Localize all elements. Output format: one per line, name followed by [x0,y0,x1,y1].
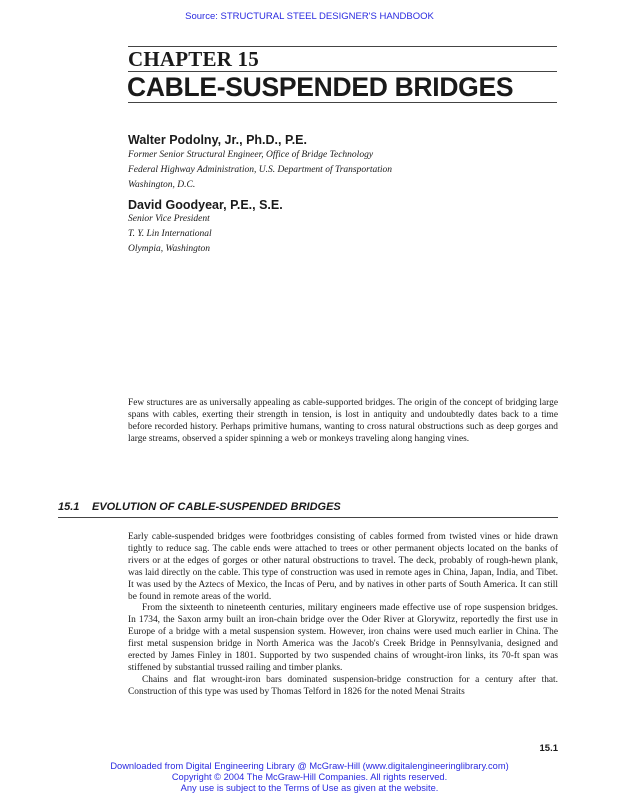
page-number: 15.1 [539,743,558,754]
source-line: Source: STRUCTURAL STEEL DESIGNER'S HANDBOOK [185,11,434,22]
footer-download-link[interactable]: Downloaded from Digital Engineering Library @ McGraw-Hill (www.digitalengineeringlibrary.com) [110,761,509,771]
section-number: 15.1 [58,501,80,513]
body-paragraph-2: From the sixteenth to nineteenth centuries, military engineers made effective use of rope suspension bridges. In 1734, the Saxon army built an iron-chain bridge over the Oder River at Glorywitz, reportedly the first use in Europe of a bridge with a metal suspension system. However, iron chains were used much earlier in China. The first metal suspension bridge in North America was the Jacob's Creek Bridge in Pennsylvania, designed and erected by James Finley in 1801. Supported by two suspended chains of wrought-iron links, its 70-ft span was stiffened by substantial trussed railing and timber planks. [128,603,558,673]
section-heading [58,501,341,513]
footer-copyright: Copyright © 2004 The McGraw-Hill Companies. All rights reserved. [171,772,448,782]
author-1-affiliation-2: Federal Highway Administration, U.S. Department of Transportation [128,165,392,175]
author-1-affiliation-3: Washington, D.C. [128,180,196,190]
author-2-affiliation-1: Senior Vice President [128,214,210,224]
author-name-1: Walter Podolny, Jr., Ph.D., P.E. [128,133,307,147]
section-rule [58,517,558,518]
footer-terms-link[interactable]: Any use is subject to the Terms of Use as given at the website. [180,783,439,793]
body-paragraph-3: Chains and flat wrought-iron bars dominated suspension-bridge construction for a century after that. Construction of this type was used by Thomas Telford in 1826 for the noted Menai Straits [128,674,558,697]
chapter-bottom-rule [128,102,557,103]
body-paragraph-1: Early cable-suspended bridges were footbridges consisting of cables formed from twisted vines or hide drawn tightly to reduce sag. The cable ends were attached to trees or other permanent objects located on the banks of rivers or at the edges of gorges or other natural obstructions to travel. The deck, probably of rough-hewn plank, was laid directly on the cable. This type of construction was used in remote ages in China, Japan, India, and Tibet. It was used by the Aztecs of Mexico, the Incas of Peru, and by natives in other parts of South America. It can still be found in remote areas of the world. [128,532,558,602]
intro-paragraph: Few structures are as universally appealing as cable-supported bridges. The origin of the concept of bridging large spans with cables, exerting their strength in tension, is lost in antiquity and undoubtedly dates back to a time before recorded history. Perhaps primitive humans, wanting to cross natural obstructions such as deep gorges and large streams, observed a spider spinning a web or monkeys traveling along hanging vines. [128,398,558,444]
author-1-affiliation-1: Former Senior Structural Engineer, Office of Bridge Technology [128,150,374,160]
section-body [128,532,558,699]
chapter-number: CHAPTER 15 [128,47,259,71]
author-2-affiliation-3: Olympia, Washington [128,244,210,254]
footer [0,761,619,794]
author-2-affiliation-2: T. Y. Lin International [128,229,212,239]
section-title: EVOLUTION OF CABLE-SUSPENDED BRIDGES [92,501,341,513]
author-name-2: David Goodyear, P.E., S.E. [128,198,283,212]
chapter-title: CABLE-SUSPENDED BRIDGES [127,72,514,102]
